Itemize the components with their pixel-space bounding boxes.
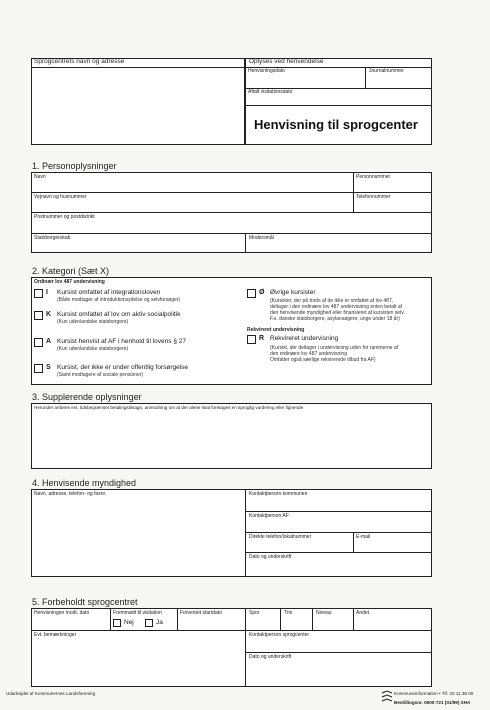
option-a-sub: (Kun udenlandske statsborgere) [57, 346, 129, 352]
footer-right-2: Bestillingsnr. 0600-721 (01/99) SHA [394, 700, 471, 705]
section5-title: 5. Forbeholdt sprogcentret [32, 597, 138, 607]
postal-field[interactable]: Postnummer og postdistrikt [34, 214, 95, 220]
center-address-box[interactable] [31, 58, 245, 145]
email-field[interactable]: E-mail [356, 534, 371, 540]
option-i-code: I [46, 289, 48, 296]
direct-phone-field[interactable]: Direkte telefon/lokalnummer [249, 534, 312, 540]
citizenship-field[interactable]: Statsborgerskab [34, 235, 71, 241]
step-field[interactable]: Trin [284, 610, 293, 616]
option-o-sub4: F.x. danske statsborgere, asylansøgere, unge under 18 år) [270, 316, 400, 322]
option-r-sub3: Omfatter også særlige rekvirerede tilbud fra AF) [270, 357, 376, 363]
option-k-sub: (Kun udenlandske statsborgere) [57, 319, 129, 325]
option-k-checkbox[interactable] [34, 311, 43, 320]
option-s-text: Kursist, der ikke er under offentlig forsørgelse [57, 364, 189, 371]
footer-right-1: Kommuneinformation • Tlf. 33 11 38 00 [394, 691, 474, 696]
requisitioned-header: Rekvireret undervisning [247, 327, 305, 333]
mother-tongue-field[interactable]: Modersmål [249, 235, 274, 241]
ordinary-header: Ordinær lov 487 undervisning [34, 279, 105, 285]
contact-center-field[interactable]: Kontaktperson sprogcenter [249, 632, 310, 638]
cpr-field[interactable]: Personnummer [356, 174, 391, 180]
option-s-code: S [46, 364, 51, 371]
reserved-box [31, 608, 432, 687]
other-field[interactable]: Andet [356, 610, 370, 616]
referral-received-field[interactable]: Henvisningen modt. dato [34, 610, 90, 616]
option-o-sub2: deltager i den ordinære lov 487 undervisning enten betalt af [270, 304, 403, 310]
supplementary-box[interactable] [31, 403, 432, 469]
section1-title: 1. Personoplysninger [32, 161, 117, 171]
attendance-no-label: Nej [124, 619, 134, 626]
contact-af-field[interactable]: Kontaktperson AF [249, 513, 289, 519]
journal-number-label: Journalnummer [369, 68, 404, 74]
option-k-code: K [46, 311, 52, 318]
option-s-sub: (Samt modtagere af sociale pensioner) [57, 372, 144, 378]
street-field[interactable]: Vejnavn og husnummer [34, 194, 87, 200]
option-i-checkbox[interactable] [34, 289, 43, 298]
option-r-checkbox[interactable] [247, 335, 256, 344]
option-a-checkbox[interactable] [34, 338, 43, 347]
inquiry-label: Oplyses ved henvendelse [249, 58, 324, 65]
section3-title: 3. Supplerende oplysninger [32, 392, 142, 402]
phone-field[interactable]: Telefonnummer [356, 194, 391, 200]
attendance-label: Fremmødt til visitation [113, 610, 162, 616]
option-o-code: Ø [259, 289, 265, 296]
referral-date-label: Henvisningsdato [248, 68, 285, 74]
section4-title: 4. Henvisende myndighed [32, 478, 137, 488]
visitation-date-label: Aftalt visitationsdato [248, 89, 293, 95]
option-o-text: Øvrige kursister [270, 289, 316, 296]
supplementary-hint: Herunder anføres evt. tidsbegrænset betalingstilsagn, anmodning om at der alene skal foretages en sproglig vurdering eller lignende [34, 405, 304, 410]
attendance-yes-label: Ja [156, 619, 163, 626]
footer-left: Udarbejdet af Kommunernes Landsforening [6, 691, 96, 696]
section2-title: 2. Kategori (Sæt X) [32, 266, 110, 276]
option-r-sub1: (Kursist, der deltager i undervisning uden for rammerne af [270, 345, 399, 351]
center-address-label: Sprogcentrets navn og adresse [34, 58, 125, 65]
option-s-checkbox[interactable] [34, 364, 43, 373]
option-k-text: Kursist omfattet af lov om aktiv socialpolitik [57, 311, 181, 318]
expected-start-field[interactable]: Forventet startdato [180, 610, 222, 616]
logo-icon [381, 690, 393, 702]
name-field[interactable]: Navn [34, 174, 46, 180]
referring-authority-box [31, 489, 432, 577]
option-o-checkbox[interactable] [247, 289, 256, 298]
authority-date-signature-field[interactable]: Dato og underskrift [249, 554, 292, 560]
option-r-text: Rekvireret undervisning [270, 335, 339, 342]
level-field[interactable]: Niveau [316, 610, 332, 616]
center-date-signature-field[interactable]: Dato og underskrift [249, 654, 292, 660]
option-o-sub3: den henvisende myndighed eller finansieret af kursisten selv. [270, 310, 405, 316]
track-field[interactable]: Spor [249, 610, 260, 616]
remarks-field[interactable]: Evt. bemærkninger [34, 632, 77, 638]
attendance-no-checkbox[interactable] [113, 619, 121, 627]
authority-name-field[interactable]: Navn, adresse, telefon- og faxnr. [34, 491, 107, 497]
option-i-sub: (Både modtager af introduktionsydelse og selvforsøger) [57, 297, 181, 303]
form-title: Henvisning til sprogcenter [254, 117, 418, 132]
option-r-sub2: den ordinære lov 487 undervisning [270, 351, 347, 357]
contact-municipality-field[interactable]: Kontaktperson kommunen [249, 491, 308, 497]
option-o-sub1: (Kursister, der på trods af de ikke er omfattet af lov 487, [270, 298, 394, 304]
option-a-text: Kursist henvist af AF i henhold til lovens § 27 [57, 338, 186, 345]
option-r-code: R [259, 335, 265, 342]
attendance-yes-checkbox[interactable] [145, 619, 153, 627]
option-i-text: Kursist omfattet af integrationsloven [57, 289, 161, 296]
option-a-code: A [46, 338, 52, 345]
